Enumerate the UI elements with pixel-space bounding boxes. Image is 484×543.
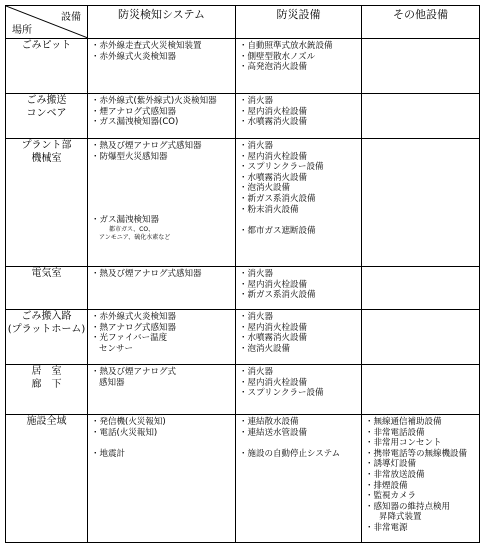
header-corner-cell xyxy=(6,6,88,39)
other-cell xyxy=(362,39,480,94)
detection-cell xyxy=(88,415,236,543)
list-item: ・泡消火設備 xyxy=(239,343,291,354)
list-item: ・電話(火災報知) xyxy=(91,427,158,438)
header-row xyxy=(6,6,480,39)
fire-safety-equipment-table xyxy=(5,5,480,543)
location-line: 施設全域 xyxy=(26,416,67,427)
list-item: ・監視カメラ xyxy=(365,491,417,502)
list-item: ・消火器 xyxy=(239,141,274,151)
list-item: ・消火器 xyxy=(239,269,274,279)
list-item: ・赤外線走査式火災検知装置 xyxy=(91,41,202,51)
column-header-detection: 防災検知システム xyxy=(88,6,236,39)
list-item: ・消火器 xyxy=(239,312,274,322)
equipment-cell xyxy=(236,415,362,543)
list-item: ・スプリンクラー設備 xyxy=(239,162,324,173)
location-line: (プラットホーム) xyxy=(7,324,86,335)
table-row xyxy=(6,415,480,543)
list-item: 昇降式装置 xyxy=(379,512,422,523)
equipment-cell xyxy=(236,94,362,139)
list-item: ・屋内消火栓設備 xyxy=(239,151,308,162)
list-item: ・連結散水設備 xyxy=(239,417,299,427)
list-item: ・熱アナログ式感知器 xyxy=(91,322,177,333)
list-item: ・高発泡消火設備 xyxy=(239,62,308,73)
list-item: ・赤外線式(紫外線式)火炎検知器 xyxy=(91,96,217,106)
list-item: ・自動照準式放水銃設備 xyxy=(239,41,333,51)
equipment-cell xyxy=(236,39,362,94)
list-item: ・屋内消火栓設備 xyxy=(239,106,308,117)
list-item: ・光ファイバー温度 xyxy=(91,333,168,344)
list-item: ・新ガス系消火設備 xyxy=(239,193,316,204)
location-cell xyxy=(6,94,88,139)
column-header-equipment: 防災設備 xyxy=(236,6,362,39)
corner-label-location: 場所 xyxy=(12,25,32,36)
list-item: ・屋内消火栓設備 xyxy=(239,279,308,290)
detection-cell xyxy=(88,310,236,365)
list-item: ・連結送水管設備 xyxy=(239,427,308,438)
location-cell xyxy=(6,39,88,94)
detection-cell xyxy=(88,365,236,415)
location-line: 電気室 xyxy=(31,268,62,279)
list-item: ・非常用コンセント xyxy=(365,438,442,449)
location-cell xyxy=(6,415,88,543)
detection-cell xyxy=(88,139,236,267)
location-line: ごみピット xyxy=(21,40,72,51)
list-item: ・赤外線式火炎検知器 xyxy=(91,312,177,322)
location-cell xyxy=(6,267,88,310)
other-cell xyxy=(362,415,480,543)
list-item: ・消火器 xyxy=(239,367,274,377)
other-cell xyxy=(362,139,480,267)
table-row xyxy=(6,139,480,267)
location-cell xyxy=(6,310,88,365)
location-line: 廊 下 xyxy=(31,379,62,390)
list-item: ・煙アナログ式感知器 xyxy=(91,106,177,117)
other-cell xyxy=(362,310,480,365)
list-item: ・新ガス系消火設備 xyxy=(239,290,316,301)
location-line: 居 室 xyxy=(31,366,62,377)
table-row xyxy=(6,39,480,94)
detection-cell xyxy=(88,94,236,139)
equipment-cell xyxy=(236,139,362,267)
list-item: ・泡消火設備 xyxy=(239,183,291,194)
list-item: ・非常電源 xyxy=(365,522,408,533)
list-item: ・熱及び煙アナログ式 xyxy=(91,367,177,377)
list-item: ・屋内消火栓設備 xyxy=(239,322,308,333)
location-cell xyxy=(6,365,88,415)
list-item: ・感知器の維持点検用 xyxy=(365,501,451,512)
list-item: ・熱及び煙アナログ式感知器 xyxy=(91,269,202,279)
detection-cell xyxy=(88,39,236,94)
list-item: ・無線通信補助設備 xyxy=(365,417,442,427)
other-cell xyxy=(362,267,480,310)
gas-note: アンモニア、硫化水素など xyxy=(99,233,171,241)
list-item: ・携帯電話等の無線機設備 xyxy=(365,448,468,459)
table-row xyxy=(6,267,480,310)
table-row xyxy=(6,310,480,365)
location-cell xyxy=(6,139,88,267)
table-row xyxy=(6,94,480,139)
list-item: ・非常電話設備 xyxy=(365,427,425,438)
list-item: ・地震計 xyxy=(91,449,126,460)
list-item: ・誘導灯設備 xyxy=(365,459,417,470)
list-item: ・赤外線式火炎検知器 xyxy=(91,51,177,62)
list-item: ・屋内消火栓設備 xyxy=(239,377,308,388)
list-item: ・都市ガス遮断設備 xyxy=(239,226,316,237)
list-item: ・水噴霧消火設備 xyxy=(239,172,308,183)
list-item: ・粉末消火設備 xyxy=(239,204,299,215)
location-line: ごみ搬入路 xyxy=(21,311,72,322)
location-line: プラント部 xyxy=(21,140,72,151)
equipment-cell xyxy=(236,267,362,310)
list-item: ・ガス漏洩検知器 xyxy=(91,215,160,226)
list-item: ・排煙設備 xyxy=(365,480,408,491)
list-item: ・非常放送設備 xyxy=(365,469,425,480)
list-item: ・防爆型火災感知器 xyxy=(91,151,168,162)
list-item: ・施設の自動停止システム xyxy=(239,449,341,460)
detection-cell xyxy=(88,267,236,310)
list-item: ・水噴霧消火設備 xyxy=(239,117,308,128)
list-item: ・熱及び煙アナログ式感知器 xyxy=(91,141,202,151)
list-item: ・発信機(火災報知) xyxy=(91,417,166,427)
table-row xyxy=(6,365,480,415)
other-cell xyxy=(362,94,480,139)
list-item: ・スプリンクラー設備 xyxy=(239,388,324,399)
equipment-cell xyxy=(236,310,362,365)
other-cell xyxy=(362,365,480,415)
location-line: コンベア xyxy=(26,108,67,119)
corner-label-equipment: 設備 xyxy=(61,12,81,23)
list-item: ・側壁型散水ノズル xyxy=(239,51,316,62)
list-item: センサー xyxy=(99,343,134,354)
location-line: ごみ搬送 xyxy=(26,95,67,106)
list-item: 感知器 xyxy=(99,377,125,388)
gas-note: 都市ガス、CO、 xyxy=(109,225,155,233)
list-item: ・ガス漏洩検知器(CO) xyxy=(91,117,179,128)
equipment-cell xyxy=(236,365,362,415)
location-line: 機械室 xyxy=(31,153,62,164)
list-item: ・水噴霧消火設備 xyxy=(239,333,308,344)
list-item: ・消火器 xyxy=(239,96,274,106)
column-header-other: その他設備 xyxy=(362,6,480,39)
